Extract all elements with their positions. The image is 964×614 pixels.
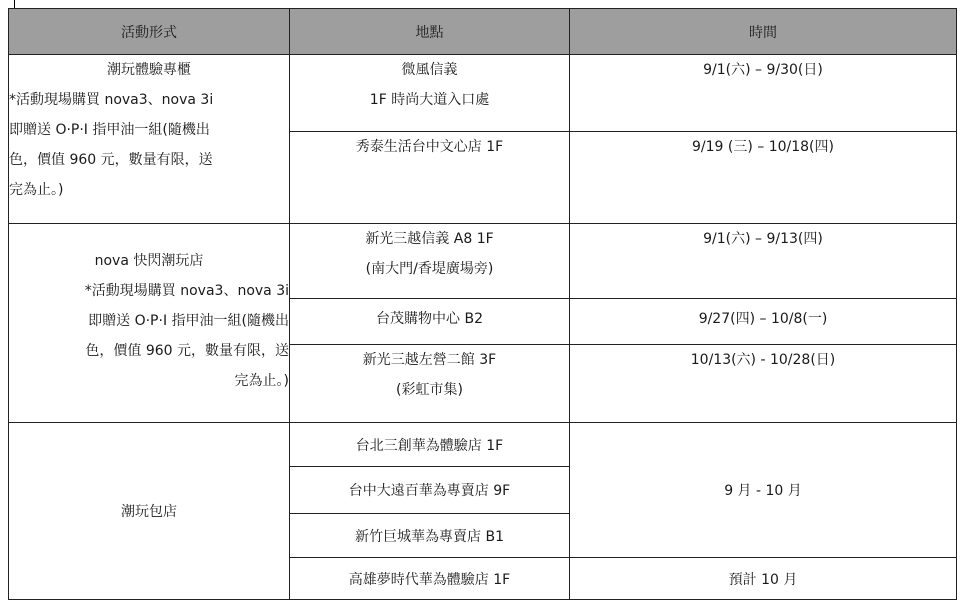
- location-cell: [290, 299, 570, 345]
- time-cell: 9 月 - 10 月: [570, 423, 957, 558]
- activity-title: 潮玩體驗專櫃: [107, 62, 191, 78]
- activity-note-line: *活動現場購買 nova3、nova 3i: [84, 283, 289, 299]
- location-cell: [290, 345, 570, 423]
- location-line: 台茂購物中心 B2: [376, 311, 483, 327]
- activity-note-line: 即贈送 O·P·I 指甲油一組(隨機出: [9, 122, 210, 138]
- header-location: 地點: [290, 9, 570, 55]
- location-cell: [290, 132, 570, 224]
- location-line: (彩虹市集): [396, 382, 463, 398]
- time-cell: 預計 10 月: [570, 558, 957, 600]
- header-activity-type: 活動形式: [9, 9, 290, 55]
- table-row: [9, 423, 957, 467]
- location-cell: [290, 55, 570, 132]
- location-cell: 新竹巨城華為專賣店 B1: [290, 514, 570, 558]
- time-cell: 10/13(六) - 10/28(日): [570, 345, 957, 423]
- location-cell: 台中大遠百華為專賣店 9F: [290, 467, 570, 514]
- location-line: 新光三越左營二館 3F: [362, 352, 497, 368]
- activity-note-line: 色，價值 960 元，數量有限，送: [85, 343, 289, 359]
- event-schedule-table: [8, 8, 957, 600]
- activity-cell: [9, 224, 290, 423]
- time-cell: 9/27(四) – 10/8(一): [570, 299, 957, 345]
- activity-cell: [9, 55, 290, 224]
- location-line: 微風信義: [401, 62, 458, 78]
- time-cell: 9/1(六) – 9/30(日): [570, 55, 957, 132]
- activity-cell: [9, 423, 290, 600]
- activity-note-line: 完為止。): [9, 182, 64, 198]
- location-cell: 高雄夢時代華為體驗店 1F: [290, 558, 570, 600]
- location-line: (南大門/香堤廣場旁): [365, 261, 494, 277]
- activity-note-line: *活動現場購買 nova3、nova 3i: [9, 92, 214, 108]
- header-row: [9, 9, 957, 55]
- location-line: 新光三越信義 A8 1F: [365, 231, 494, 247]
- activity-note-line: 完為止。): [234, 373, 289, 389]
- location-cell: [290, 224, 570, 299]
- activity-title: 潮玩包店: [121, 504, 177, 520]
- table-row: [9, 55, 957, 132]
- location-cell: 台北三創華為體驗店 1F: [290, 423, 570, 467]
- time-cell: 9/1(六) – 9/13(四): [570, 224, 957, 299]
- header-time: 時間: [570, 9, 957, 55]
- activity-note-line: 即贈送 O·P·I 指甲油一組(隨機出: [88, 313, 289, 329]
- location-line: 1F 時尚大道入口處: [369, 92, 490, 108]
- table-row: [9, 224, 957, 299]
- activity-title: nova 快閃潮玩店: [94, 253, 204, 269]
- time-cell: 9/19 (三) – 10/18(四): [570, 132, 957, 224]
- top-border-tick: [14, 0, 15, 8]
- activity-note-line: 色，價值 960 元，數量有限，送: [9, 152, 213, 168]
- location-line: 秀泰生活台中文心店 1F: [355, 139, 504, 155]
